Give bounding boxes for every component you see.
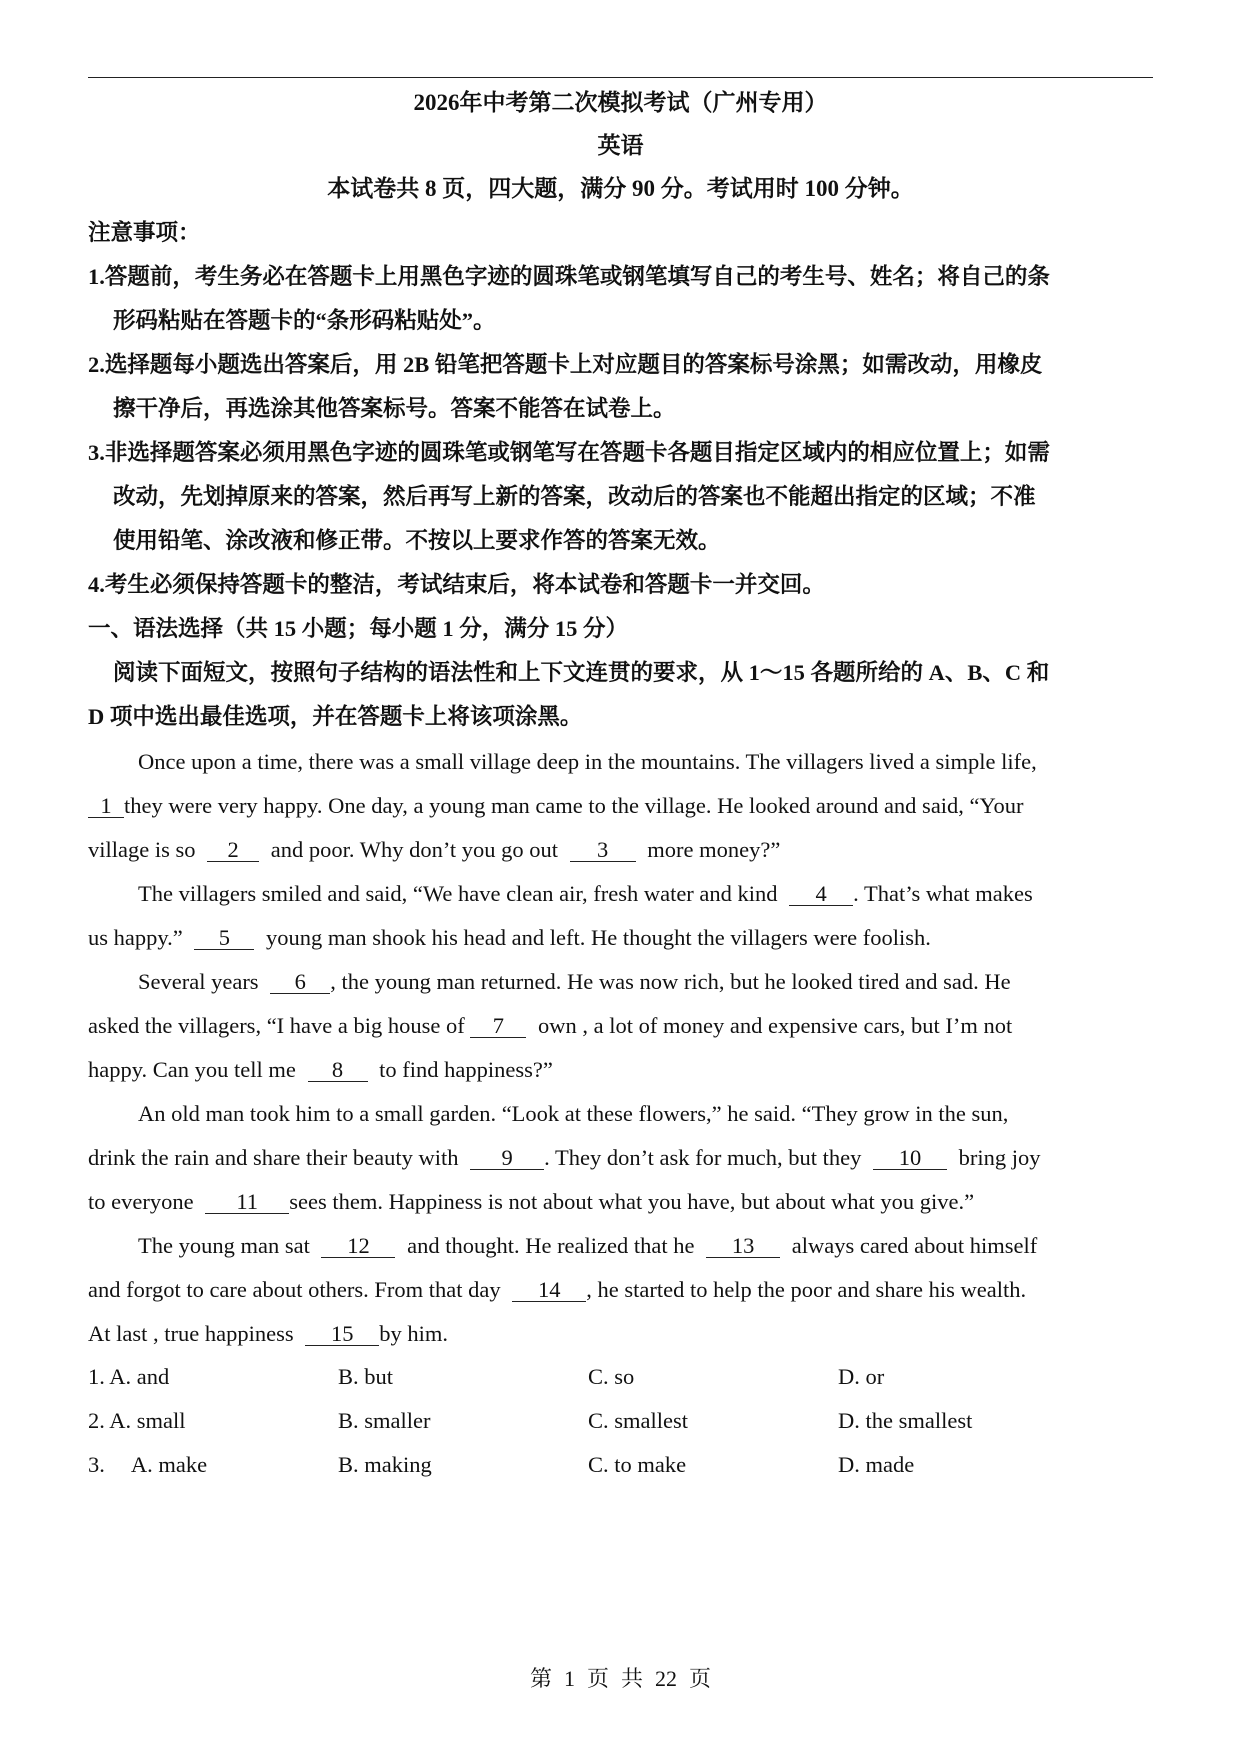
blank-5: 5: [194, 923, 254, 953]
blank-14: 14: [512, 1275, 586, 1305]
option-b[interactable]: B. but: [338, 1364, 394, 1389]
passage-line: asked the villagers, “I have a big house of 7 own , a lot of money and expensive cars, but I’m not: [88, 1011, 1012, 1041]
notice-line: 3.非选择题答案必须用黑色字迹的圆珠笔或钢笔写在答题卡各题目指定区域内的相应位置上；如需: [88, 440, 1050, 465]
page-total: 22: [655, 1666, 678, 1691]
option-row-1: 1. A. and: [88, 1364, 170, 1389]
passage-line: An old man took him to a small garden. “Look at these flowers,” he said. “They grow in the sun,: [138, 1101, 1009, 1126]
passage-line: happy. Can you tell me 8 to find happiness?”: [88, 1055, 553, 1085]
exam-info: 本试卷共 8 页，四大题，满分 90 分。考试用时 100 分钟。: [327, 176, 914, 201]
top-rule: [88, 77, 1153, 78]
option-c[interactable]: C. to make: [588, 1452, 687, 1477]
notice-line: 改动，先划掉原来的答案，然后再写上新的答案，改动后的答案也不能超出指定的区域；不准: [113, 484, 1036, 509]
blank-7: 7: [470, 1011, 526, 1041]
option-b[interactable]: B. smaller: [338, 1408, 431, 1433]
passage-line: The villagers smiled and said, “We have clean air, fresh water and kind 4 . That’s what makes: [138, 879, 1033, 909]
blank-11: 11: [205, 1187, 289, 1217]
blank-13: 13: [706, 1231, 780, 1261]
notice-line: 2.选择题每小题选出答案后，用 2B 铅笔把答题卡上对应题目的答案标号涂黑；如需改动，用橡皮: [88, 352, 1043, 377]
option-d[interactable]: D. made: [838, 1452, 915, 1477]
option-c[interactable]: C. smallest: [588, 1408, 688, 1433]
section-instruction: 阅读下面短文，按照句子结构的语法性和上下文连贯的要求，从 1～15 各题所给的 A、B、C 和: [113, 660, 1050, 685]
option-row-3: 3. A. make: [88, 1452, 208, 1477]
blank-15: 15: [305, 1319, 379, 1349]
option-d[interactable]: D. or: [838, 1364, 885, 1389]
passage-line: to everyone 11 sees them. Happiness is not about what you have, but about what you give.”: [88, 1187, 974, 1217]
notice-line: 4.考生必须保持答题卡的整洁，考试结束后，将本试卷和答题卡一并交回。: [88, 572, 825, 597]
option-a[interactable]: A. make: [130, 1452, 208, 1477]
section-heading: 一、语法选择（共 15 小题；每小题 1 分，满分 15 分）: [88, 616, 629, 641]
notice-line: 1.答题前，考生务必在答题卡上用黑色字迹的圆珠笔或钢笔填写自己的考生号、姓名；将自己的条: [88, 264, 1050, 289]
blank-6: 6: [270, 967, 330, 997]
notice-heading: 注意事项：: [88, 220, 201, 245]
blank-4: 4: [789, 879, 853, 909]
page-number: 1: [563, 1666, 575, 1691]
blank-12: 12: [321, 1231, 395, 1261]
notice-line: 形码粘贴在答题卡的“条形码粘贴处”。: [113, 308, 496, 333]
blank-9: 9: [470, 1143, 544, 1173]
option-c[interactable]: C. so: [588, 1364, 635, 1389]
passage-line: Several years 6 , the young man returned. He was now rich, but he looked tired and sad. He: [138, 967, 1011, 997]
notice-line: 使用铅笔、涂改液和修正带。不按以上要求作答的答案无效。: [113, 528, 721, 553]
passage-line: and forgot to care about others. From that day 14 , he started to help the poor and share his wealth.: [88, 1275, 1026, 1305]
option-d[interactable]: D. the smallest: [838, 1408, 973, 1433]
option-a[interactable]: A. small: [109, 1408, 186, 1433]
passage-line: At last , true happiness 15 by him.: [88, 1319, 448, 1349]
notice-line: 擦干净后，再选涂其他答案标号。答案不能答在试卷上。: [113, 396, 676, 421]
option-b[interactable]: B. making: [338, 1452, 432, 1477]
blank-10: 10: [873, 1143, 947, 1173]
passage-line: drink the rain and share their beauty with 9 . They don’t ask for much, but they 10 bring joy: [88, 1143, 1041, 1173]
section-instruction: D 项中选出最佳选项，并在答题卡上将该项涂黑。: [88, 704, 583, 729]
passage-line: The young man sat 12 and thought. He realized that he 13 always cared about himself: [138, 1231, 1037, 1261]
blank-1: 1: [88, 791, 124, 821]
passage-line: us happy.” 5 young man shook his head and left. He thought the villagers were foolish.: [88, 923, 931, 953]
exam-title: 2026年中考第二次模拟考试（广州专用）: [413, 90, 828, 115]
option-row-2: 2. A. small: [88, 1408, 186, 1433]
blank-8: 8: [308, 1055, 368, 1085]
passage-line: village is so 2 and poor. Why don’t you go out 3 more money?”: [88, 835, 780, 865]
passage-line: 1 they were very happy. One day, a young man came to the village. He looked around and said, “Your: [88, 791, 1024, 821]
passage-line: Once upon a time, there was a small village deep in the mountains. The villagers lived a simple life,: [138, 749, 1037, 774]
blank-3: 3: [570, 835, 636, 865]
exam-subject: 英语: [597, 133, 644, 158]
blank-2: 2: [207, 835, 259, 865]
option-a[interactable]: A. and: [109, 1364, 170, 1389]
page-footer: 第 1 页 共 22 页: [529, 1666, 712, 1691]
